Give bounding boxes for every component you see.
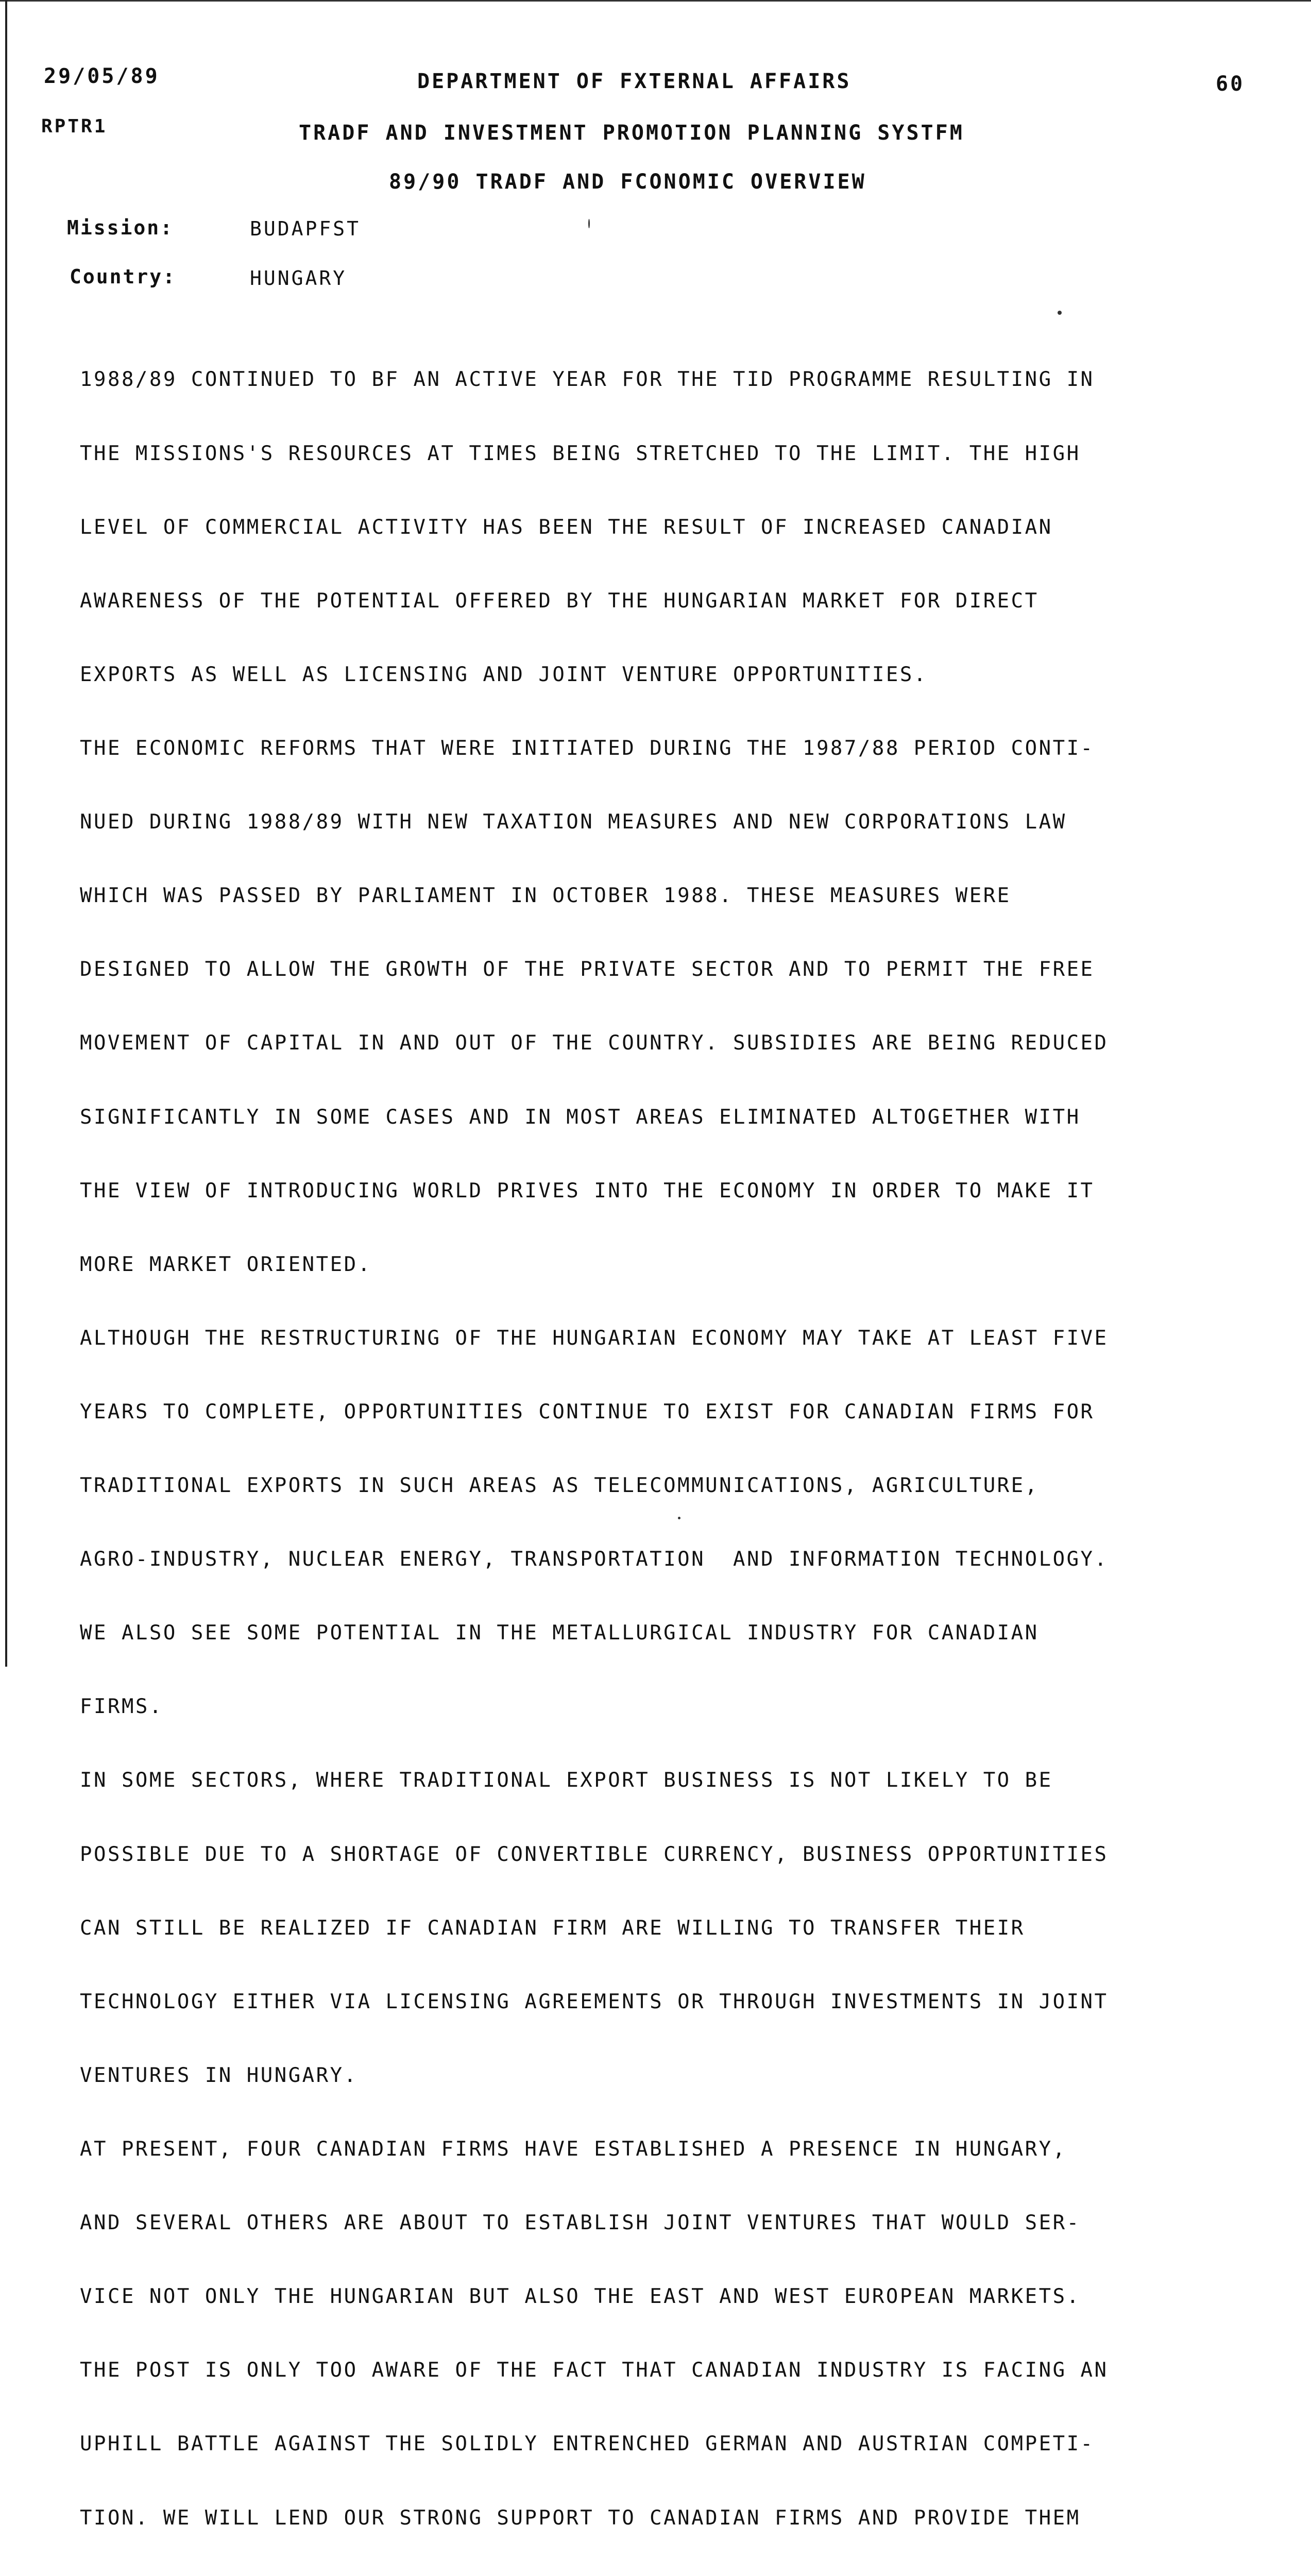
overview-body — [80, 318, 1203, 2576]
body-line: POSSIBLE DUE TO A SHORTAGE OF CONVERTIBLE CURRENCY, BUSINESS OPPORTUNITIES — [80, 1842, 1109, 1866]
country-label: Country: — [70, 265, 177, 288]
body-line: YEARS TO COMPLETE, OPPORTUNITIES CONTINUE TO EXIST FOR CANADIAN FIRMS FOR — [80, 1400, 1095, 1423]
report-id: RPTR1 — [41, 116, 108, 137]
country-value: HUNGARY — [250, 267, 347, 290]
page-left-edge — [5, 0, 7, 1667]
body-line: SIGNIFICANTLY IN SOME CASES AND IN MOST AREAS ELIMINATED ALTOGETHER WITH — [80, 1105, 1081, 1129]
overview-title: 89/90 TRADF AND FCONOMIC OVERVIEW — [389, 170, 866, 194]
report-date: 29/05/89 — [44, 64, 160, 88]
body-line: VENTURES IN HUNGARY. — [80, 2063, 358, 2087]
body-line: AWARENESS OF THE POTENTIAL OFFERED BY THE HUNGARIAN MARKET FOR DIRECT — [80, 589, 1039, 613]
body-line: WE ALSO SEE SOME POTENTIAL IN THE METALLURGICAL INDUSTRY FOR CANADIAN — [80, 1621, 1039, 1645]
body-line: UPHILL BATTLE AGAINST THE SOLIDLY ENTRENCHED GERMAN AND AUSTRIAN COMPETI- — [80, 2432, 1095, 2456]
scan-speck — [588, 219, 590, 228]
system-title: TRADF AND INVESTMENT PROMOTION PLANNING SYSTFM — [299, 121, 964, 145]
body-line: TRADITIONAL EXPORTS IN SUCH AREAS AS TELECOMMUNICATIONS, AGRICULTURE, — [80, 1474, 1039, 1498]
body-line: WHICH WAS PASSED BY PARLIAMENT IN OCTOBER 1988. THESE MEASURES WERE — [80, 884, 1011, 908]
body-line: LEVEL OF COMMERCIAL ACTIVITY HAS BEEN THE RESULT OF INCREASED CANADIAN — [80, 515, 1053, 539]
body-line: VICE NOT ONLY THE HUNGARIAN BUT ALSO THE EAST AND WEST EUROPEAN MARKETS. — [80, 2285, 1081, 2309]
page-number: 60 — [1216, 72, 1245, 96]
body-line: THE ECONOMIC REFORMS THAT WERE INITIATED DURING THE 1987/88 PERIOD CONTI- — [80, 736, 1095, 760]
body-line: THE MISSIONS'S RESOURCES AT TIMES BEING STRETCHED TO THE LIMIT. THE HIGH — [80, 442, 1081, 465]
body-line: CAN STILL BE REALIZED IF CANADIAN FIRM ARE WILLING TO TRANSFER THEIR — [80, 1916, 1025, 1940]
body-line: 1988/89 CONTINUED TO BF AN ACTIVE YEAR FOR THE TID PROGRAMME RESULTING IN — [80, 368, 1095, 392]
body-line: DESIGNED TO ALLOW THE GROWTH OF THE PRIVATE SECTOR AND TO PERMIT THE FREE — [80, 958, 1095, 981]
body-line: AGRO-INDUSTRY, NUCLEAR ENERGY, TRANSPORTATION AND INFORMATION TECHNOLOGY. — [80, 1548, 1109, 1571]
mission-label: Mission: — [67, 216, 174, 239]
body-line: IN SOME SECTORS, WHERE TRADITIONAL EXPORT BUSINESS IS NOT LIKELY TO BE — [80, 1769, 1053, 1792]
body-line: MOVEMENT OF CAPITAL IN AND OUT OF THE COUNTRY. SUBSIDIES ARE BEING REDUCED — [80, 1031, 1109, 1055]
scan-speck — [678, 1517, 680, 1519]
mission-value: BUDAPFST — [250, 217, 361, 240]
body-line: NUED DURING 1988/89 WITH NEW TAXATION MEASURES AND NEW CORPORATIONS LAW — [80, 810, 1067, 834]
body-line: EXPORTS AS WELL AS LICENSING AND JOINT VENTURE OPPORTUNITIES. — [80, 663, 928, 686]
body-line: THE POST IS ONLY TOO AWARE OF THE FACT THAT CANADIAN INDUSTRY IS FACING AN — [80, 2359, 1109, 2382]
body-line: MORE MARKET ORIENTED. — [80, 1252, 372, 1276]
scan-speck — [1058, 311, 1062, 315]
body-line: FIRMS. — [80, 1695, 163, 1719]
page-top-edge — [0, 0, 1311, 2]
department-title: DEPARTMENT OF FXTERNAL AFFAIRS — [417, 70, 852, 93]
body-line: ALTHOUGH THE RESTRUCTURING OF THE HUNGARIAN ECONOMY MAY TAKE AT LEAST FIVE — [80, 1326, 1109, 1350]
body-line: TION. WE WILL LEND OUR STRONG SUPPORT TO CANADIAN FIRMS AND PROVIDE THEM — [80, 2506, 1081, 2530]
body-line: AT PRESENT, FOUR CANADIAN FIRMS HAVE ESTABLISHED A PRESENCE IN HUNGARY, — [80, 2138, 1067, 2161]
body-line: THE VIEW OF INTRODUCING WORLD PRIVES INTO THE ECONOMY IN ORDER TO MAKE IT — [80, 1179, 1095, 1202]
body-line: AND SEVERAL OTHERS ARE ABOUT TO ESTABLISH JOINT VENTURES THAT WOULD SER- — [80, 2211, 1081, 2235]
body-line: TECHNOLOGY EITHER VIA LICENSING AGREEMENTS OR THROUGH INVESTMENTS IN JOINT — [80, 1990, 1109, 2013]
